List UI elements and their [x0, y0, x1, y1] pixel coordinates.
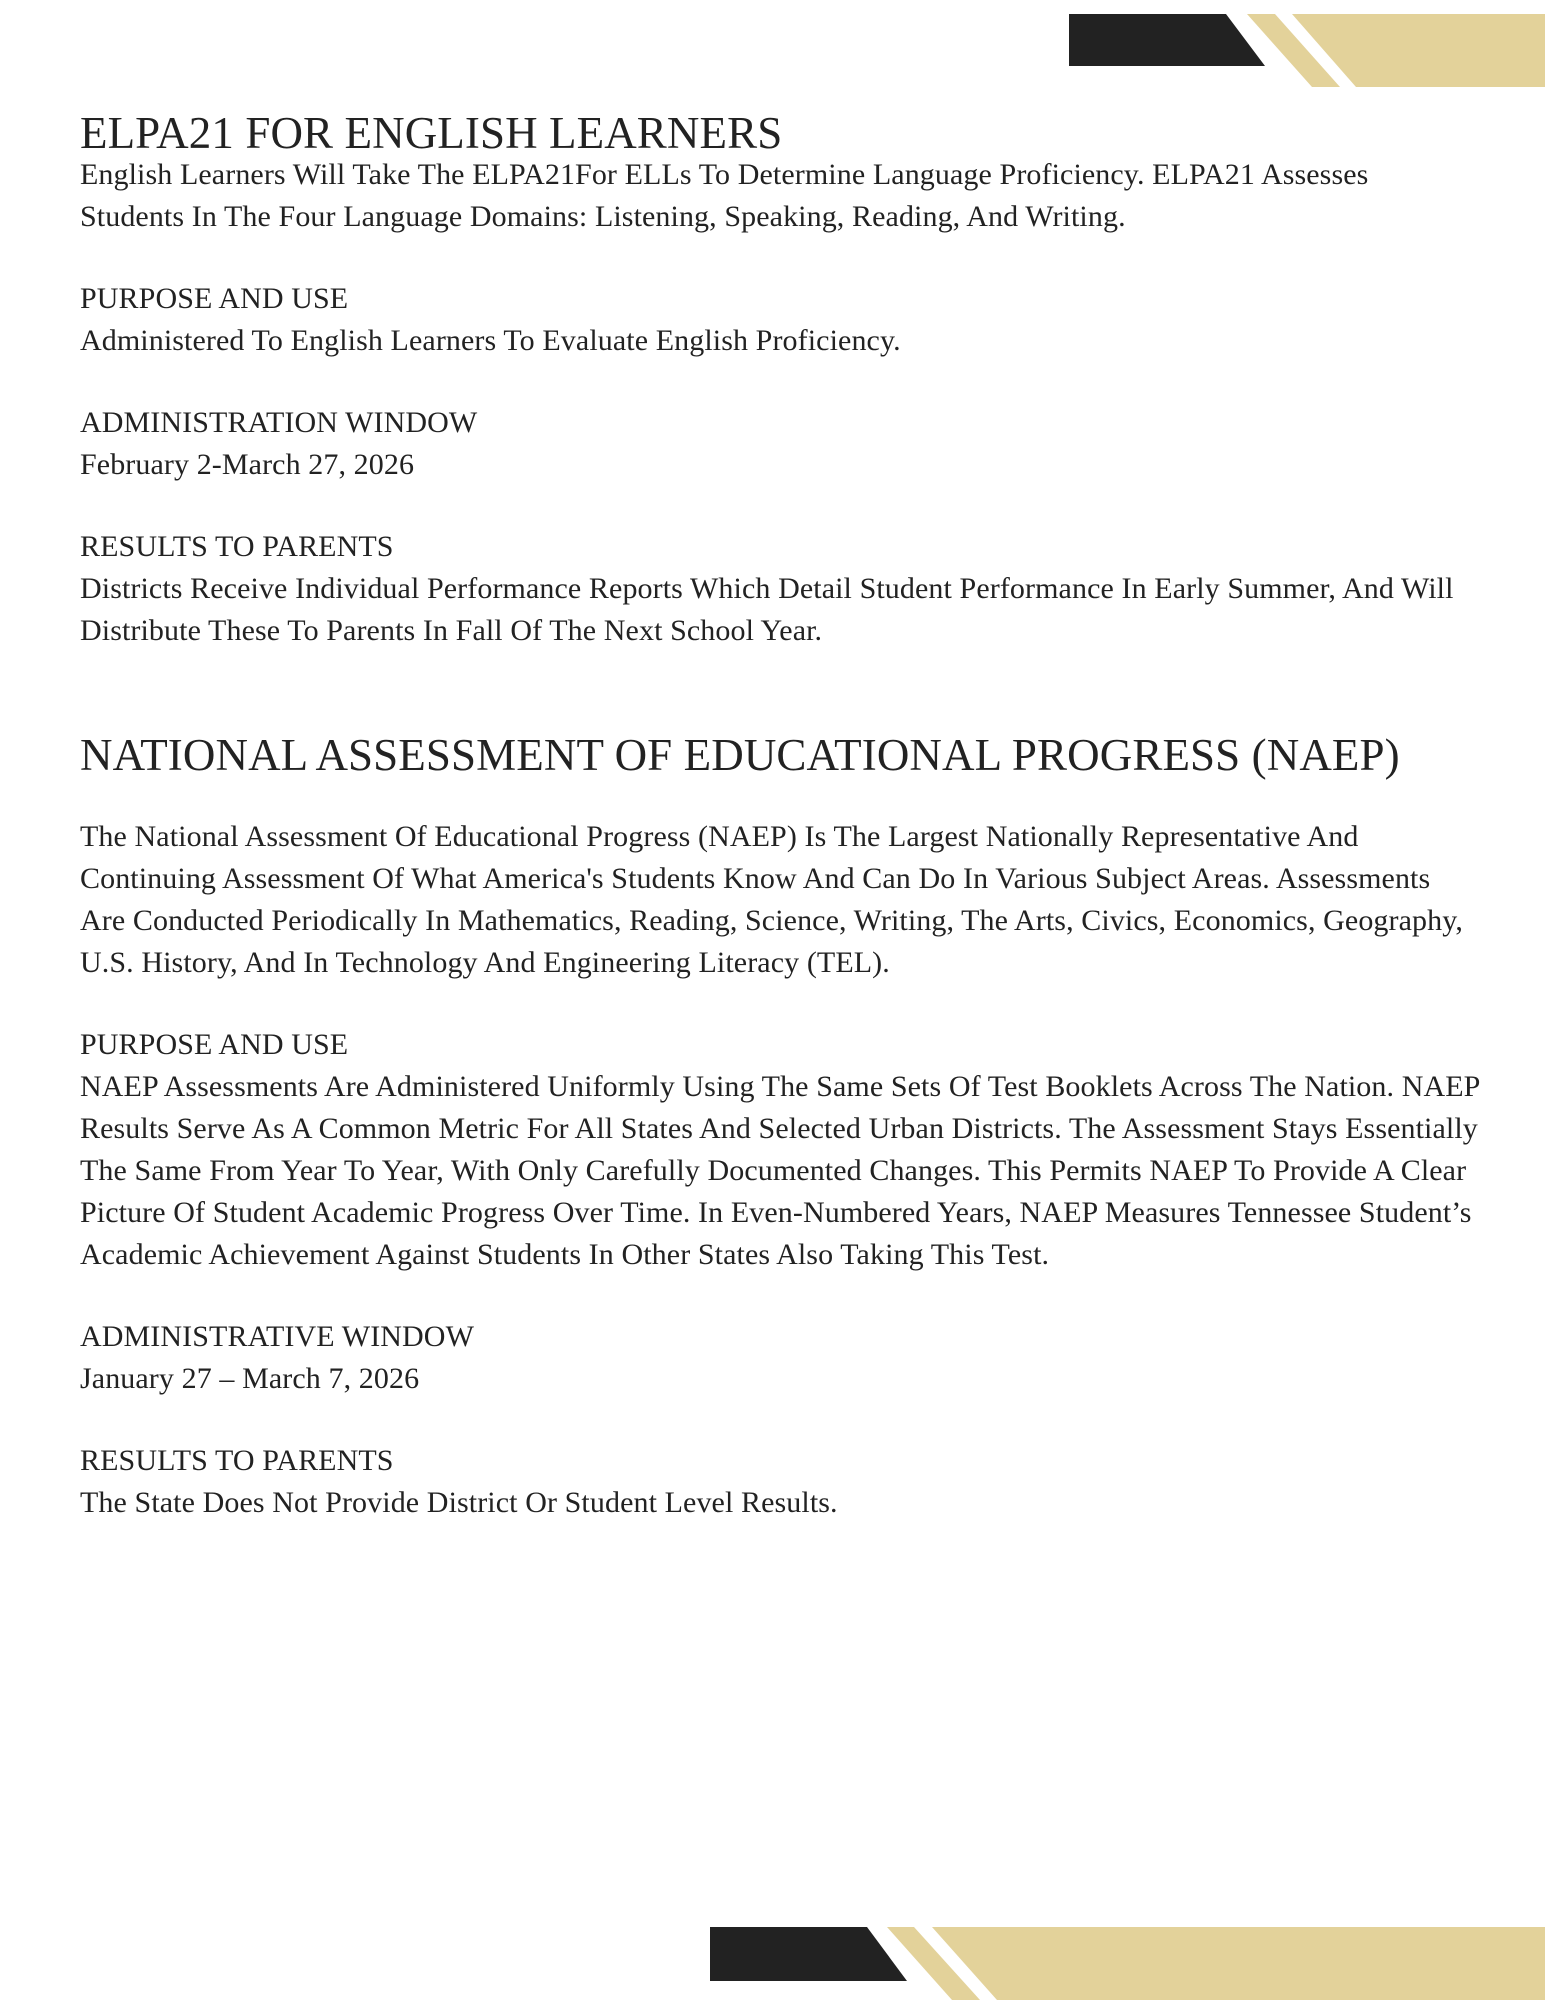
elpa21-window [80, 402, 1480, 486]
naep-results-text: The State Does Not Provide District Or Student Level Results. [80, 1486, 838, 1519]
elpa21-results-label: RESULTS TO PARENTS [80, 530, 394, 563]
naep-results-label: RESULTS TO PARENTS [80, 1444, 394, 1477]
elpa21-results [80, 526, 1480, 652]
naep-purpose [80, 1024, 1480, 1276]
elpa21-purpose-label: PURPOSE AND USE [80, 282, 349, 315]
bottom-black-bar [710, 1927, 907, 1981]
naep-results [80, 1440, 1480, 1524]
elpa21-window-label: ADMINISTRATION WINDOW [80, 406, 478, 439]
naep-title: NATIONAL ASSESSMENT OF EDUCATIONAL PROGRESS (NAEP) [80, 730, 1400, 780]
elpa21-purpose-text: Administered To English Learners To Evaluate English Proficiency. [80, 324, 901, 357]
bottom-decorative-banner [0, 1915, 1545, 2000]
top-black-bar [1069, 14, 1265, 66]
naep-window-label: ADMINISTRATIVE WINDOW [80, 1320, 474, 1353]
elpa21-purpose [80, 278, 1480, 362]
elpa21-title: ELPA21 FOR ENGLISH LEARNERS [80, 108, 783, 158]
naep-purpose-text: NAEP Assessments Are Administered Uniformly Using The Same Sets Of Test Booklets Across The Nation. NAEP Results Serve As A Common Metric For All States And Selected Urban Districts. The Assessment Stays Essentially The Same From Year To Year, With Only Carefully Documented Changes. This Permits NAEP To Provide A Clear Picture Of Student Academic Progress Over Time. In Even-Numbered Years, NAEP Measures Tennessee Student’s Academic Achievement Against Students In Other States Also Taking This Test. [80, 1070, 1480, 1271]
elpa21-section [80, 108, 1480, 652]
elpa21-window-text: February 2-March 27, 2026 [80, 448, 415, 481]
naep-section [80, 730, 1480, 1524]
naep-description: The National Assessment Of Educational Progress (NAEP) Is The Largest Nationally Representative And Continuing Assessment Of What America's Students Know And Can Do In Various Subject Areas. Assessments Are Conducted Periodically In Mathematics, Reading, Science, Writing, The Arts, Civics, Economics, Geography, U.S. History, And In Technology And Engineering Literacy (TEL). [80, 820, 1463, 979]
elpa21-description: English Learners Will Take The ELPA21For ELLs To Determine Language Proficiency. ELPA21 Assesses Students In The Four Language Domains: Listening, Speaking, Reading, And Writing. [80, 158, 1369, 233]
bottom-gold-bar [932, 1927, 1545, 2000]
elpa21-results-text: Districts Receive Individual Performance Reports Which Detail Student Performance In Early Summer, And Will Distribute These To Parents In Fall Of The Next School Year. [80, 572, 1454, 647]
naep-purpose-label: PURPOSE AND USE [80, 1028, 349, 1061]
document-body [80, 108, 1480, 1524]
section-spacer [80, 652, 1480, 734]
naep-window-text: January 27 – March 7, 2026 [80, 1362, 420, 1395]
naep-window [80, 1316, 1480, 1400]
top-decorative-banner [0, 0, 1545, 95]
